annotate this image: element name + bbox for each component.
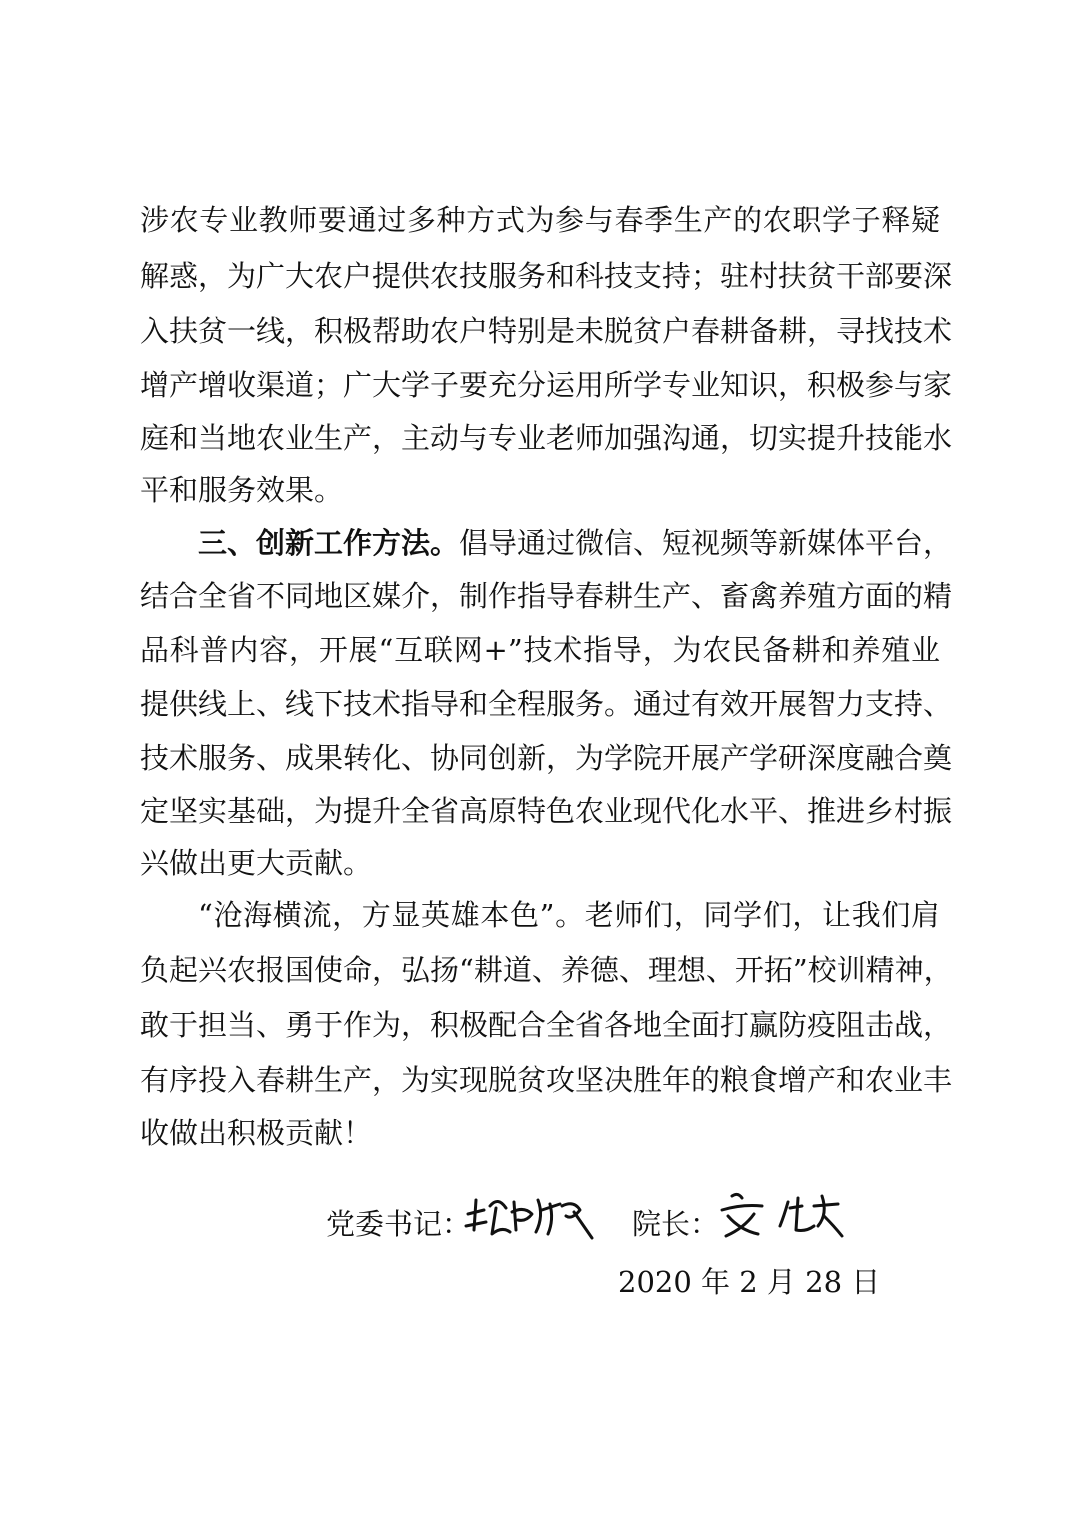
body-line: 技术服务、成果转化、协同创新，为学院开展产学研深度融合奠: [140, 741, 953, 775]
body-line: 收做出积极贡献！: [140, 1116, 373, 1150]
body-line: 提供线上、线下技术指导和全程服务。通过有效开展智力支持、: [140, 687, 953, 721]
body-line: 解惑，为广大农户提供农技服务和科技支持；驻村扶贫干部要深: [140, 259, 953, 293]
body-line: 入扶贫一线，积极帮助农户特别是未脱贫户春耕备耕，寻找技术: [140, 314, 953, 348]
body-line: 庭和当地农业生产，主动与专业老师加强沟通，切实提升技能水: [140, 421, 953, 455]
document-date: 2020 年 2 月 28 日: [618, 1265, 881, 1299]
body-line: 平和服务效果。: [140, 473, 344, 507]
party-secretary-label: 党委书记：: [326, 1207, 472, 1241]
body-line: 定坚实基础，为提升全省高原特色农业现代化水平、推进乡村振: [140, 794, 953, 828]
body-line: 负起兴农报国使命，弘扬“耕道、养德、理想、开拓”校训精神，: [140, 953, 953, 987]
party-secretary-signature: [462, 1186, 602, 1246]
president-label: 院长：: [632, 1207, 720, 1241]
signature-block: [326, 1186, 886, 1256]
body-line: 涉农专业教师要通过多种方式为参与春季生产的农职学子释疑: [140, 203, 940, 237]
body-line: 敢于担当、勇于作为，积极配合全省各地全面打赢防疫阻击战，: [140, 1008, 953, 1042]
body-line: 有序投入春耕生产，为实现脱贫攻坚决胜年的粮食增产和农业丰: [140, 1063, 953, 1097]
section-3-heading: 三、创新工作方法。: [198, 526, 460, 560]
closing-first-line: “沧海横流，方显英雄本色”。老师们，同学们，让我们肩: [198, 898, 940, 932]
section-3-first-line-text: 倡导通过微信、短视频等新媒体平台，: [459, 526, 953, 560]
body-line: 品科普内容，开展“互联网+”技术指导，为农民备耕和养殖业: [140, 633, 940, 667]
president-signature: [718, 1186, 848, 1246]
body-line: 兴做出更大贡献。: [140, 846, 373, 880]
section-3-first-line: [198, 519, 953, 567]
body-line: 增产增收渠道；广大学子要充分运用所学专业知识，积极参与家: [140, 368, 953, 402]
body-line: 结合全省不同地区媒介，制作指导春耕生产、畜禽养殖方面的精: [140, 579, 953, 613]
